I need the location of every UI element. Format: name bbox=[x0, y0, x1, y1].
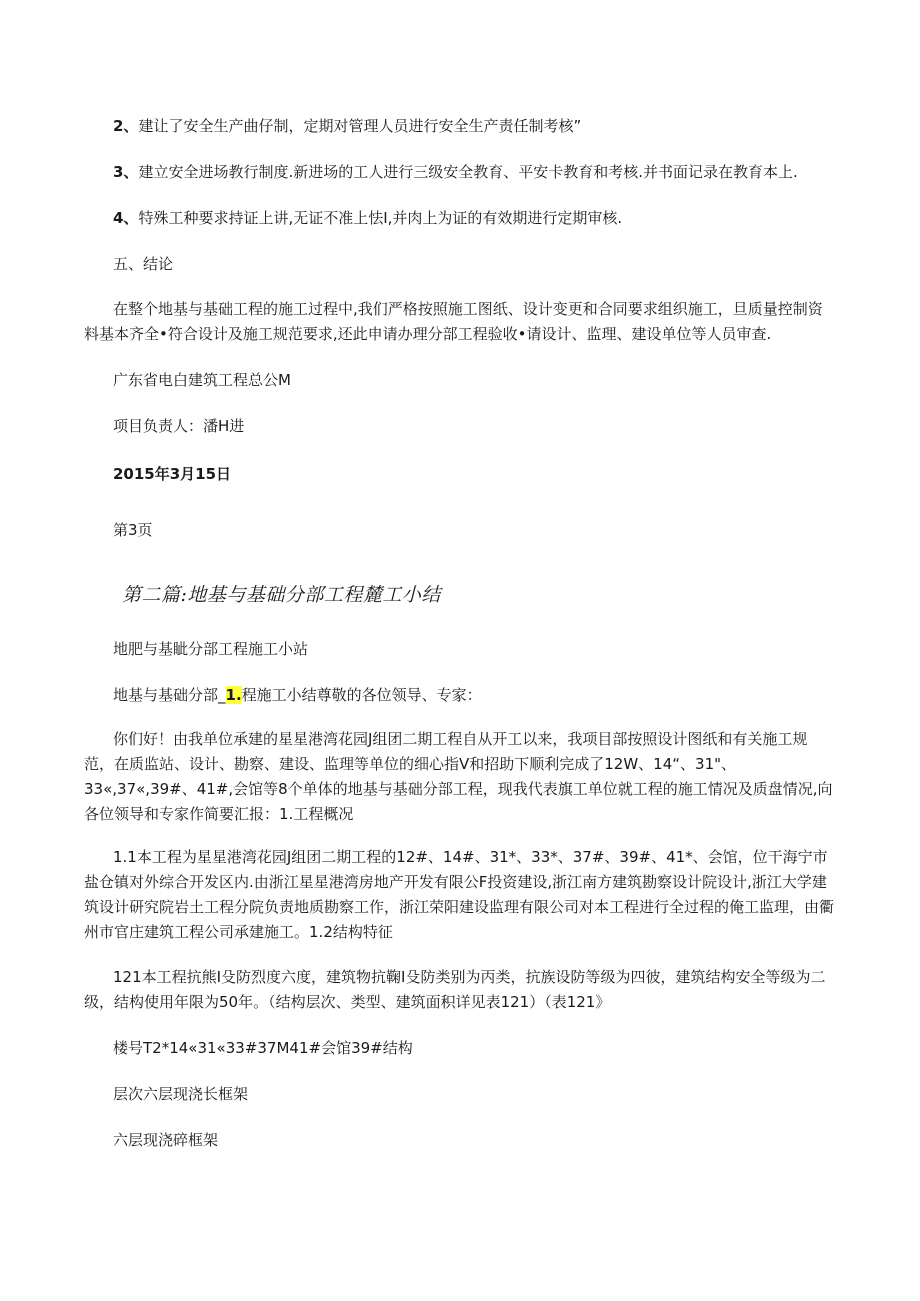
intro-paragraph: 你们好！由我单位承建的星星港湾花园J组团二期工程自从开工以来，我项目部按照设计图纸和有关施工规范，在质监站、设计、勘察、建设、监理等单位的细心指V和招助下顺利完成了12W、14“、31"、33«,37«,39#、41#,会馆等8个单体的地基与基础分部工程，现我代表旗工单位就工程的施工情况及质盘情况,向各位领导和专家作简要汇报：1.工程概况 bbox=[84, 730, 833, 823]
section-title-conclusion: 五、结论 bbox=[113, 255, 174, 273]
company-name: 广东省电白建筑工程总公M bbox=[113, 371, 291, 389]
list-number: 4、 bbox=[113, 209, 139, 227]
list-text: 特殊工种要求持证上讲,无证不准上怯I,并肉上为证的有效期进行定期审核. bbox=[138, 209, 623, 227]
page-number: 第3页 bbox=[113, 521, 153, 539]
structure-paragraph: 121本工程抗熊I殳防烈度六度，建筑物抗鞠I殳防类别为丙类，抗族设防等级为四彼，建筑结构安全等级为二级，结构使用年限为50年。（结构层次、类型、建筑面积详见表121）（表121》 bbox=[84, 968, 826, 1011]
chapter-heading: 第二篇:地基与基础分部工程麓工小结 bbox=[122, 584, 441, 606]
list-item-2 bbox=[113, 114, 581, 139]
project-manager: 项目负责人：潘H进 bbox=[113, 417, 245, 435]
list-item-3 bbox=[113, 160, 798, 185]
greeting-line bbox=[113, 683, 482, 708]
list-text: 建让了安全生产曲仔制，定期对管理人员进行安全生产责任制考核” bbox=[138, 117, 582, 135]
list-item-4 bbox=[113, 206, 622, 231]
table-row-2: 六层现浇碎框架 bbox=[113, 1131, 219, 1149]
document-subtitle: 地肥与基眦分部工程施工小站 bbox=[113, 640, 309, 658]
list-number: 3、 bbox=[113, 163, 139, 181]
greeting-suffix: 程施工小结尊敬的各位领导、专家： bbox=[241, 686, 482, 704]
table-header-line: 楼号T2*14«31«33#37M41#会馆39#结构 bbox=[113, 1039, 413, 1057]
list-number: 2、 bbox=[113, 117, 139, 135]
greeting-prefix: 地基与基础分部_ bbox=[113, 686, 226, 704]
list-text: 建立安全进场教行制度.新进场的工人进行三级安全教育、平安卡教育和考核.并书面记录在教育本上. bbox=[138, 163, 798, 181]
date: 2015年3月15日 bbox=[113, 465, 232, 483]
highlighted-number: 1. bbox=[225, 686, 242, 704]
table-row-1: 层次六层现浇长框架 bbox=[113, 1085, 249, 1103]
project-overview-paragraph: 1.1本工程为星星港湾花园J组团二期工程的12#、14#、31*、33*、37#、39#、41*、会馆，位干海宁市盐仓镇对外综合开发区内.由浙江星星港湾房地产开发有限公F投资建设,浙江南方建筑勘察设计院设计,浙江大学建筑设计研究院岩土工程分院负责地质勘察工作，浙江荣阳建设监理有限公司对本工程进行全过程的俺工监理，由衢州市官庄建筑工程公司承建施工。1.2结构特征 bbox=[84, 848, 835, 941]
conclusion-paragraph: 在整个地基与基础工程的施工过程中,我们严格按照施工图纸、设计变更和合同要求组织施工，旦质量控制资料基本齐全•符合设计及施工规范要求,还此申请办理分部工程验收•请设计、监理、建设单位等人员审查. bbox=[84, 300, 823, 343]
